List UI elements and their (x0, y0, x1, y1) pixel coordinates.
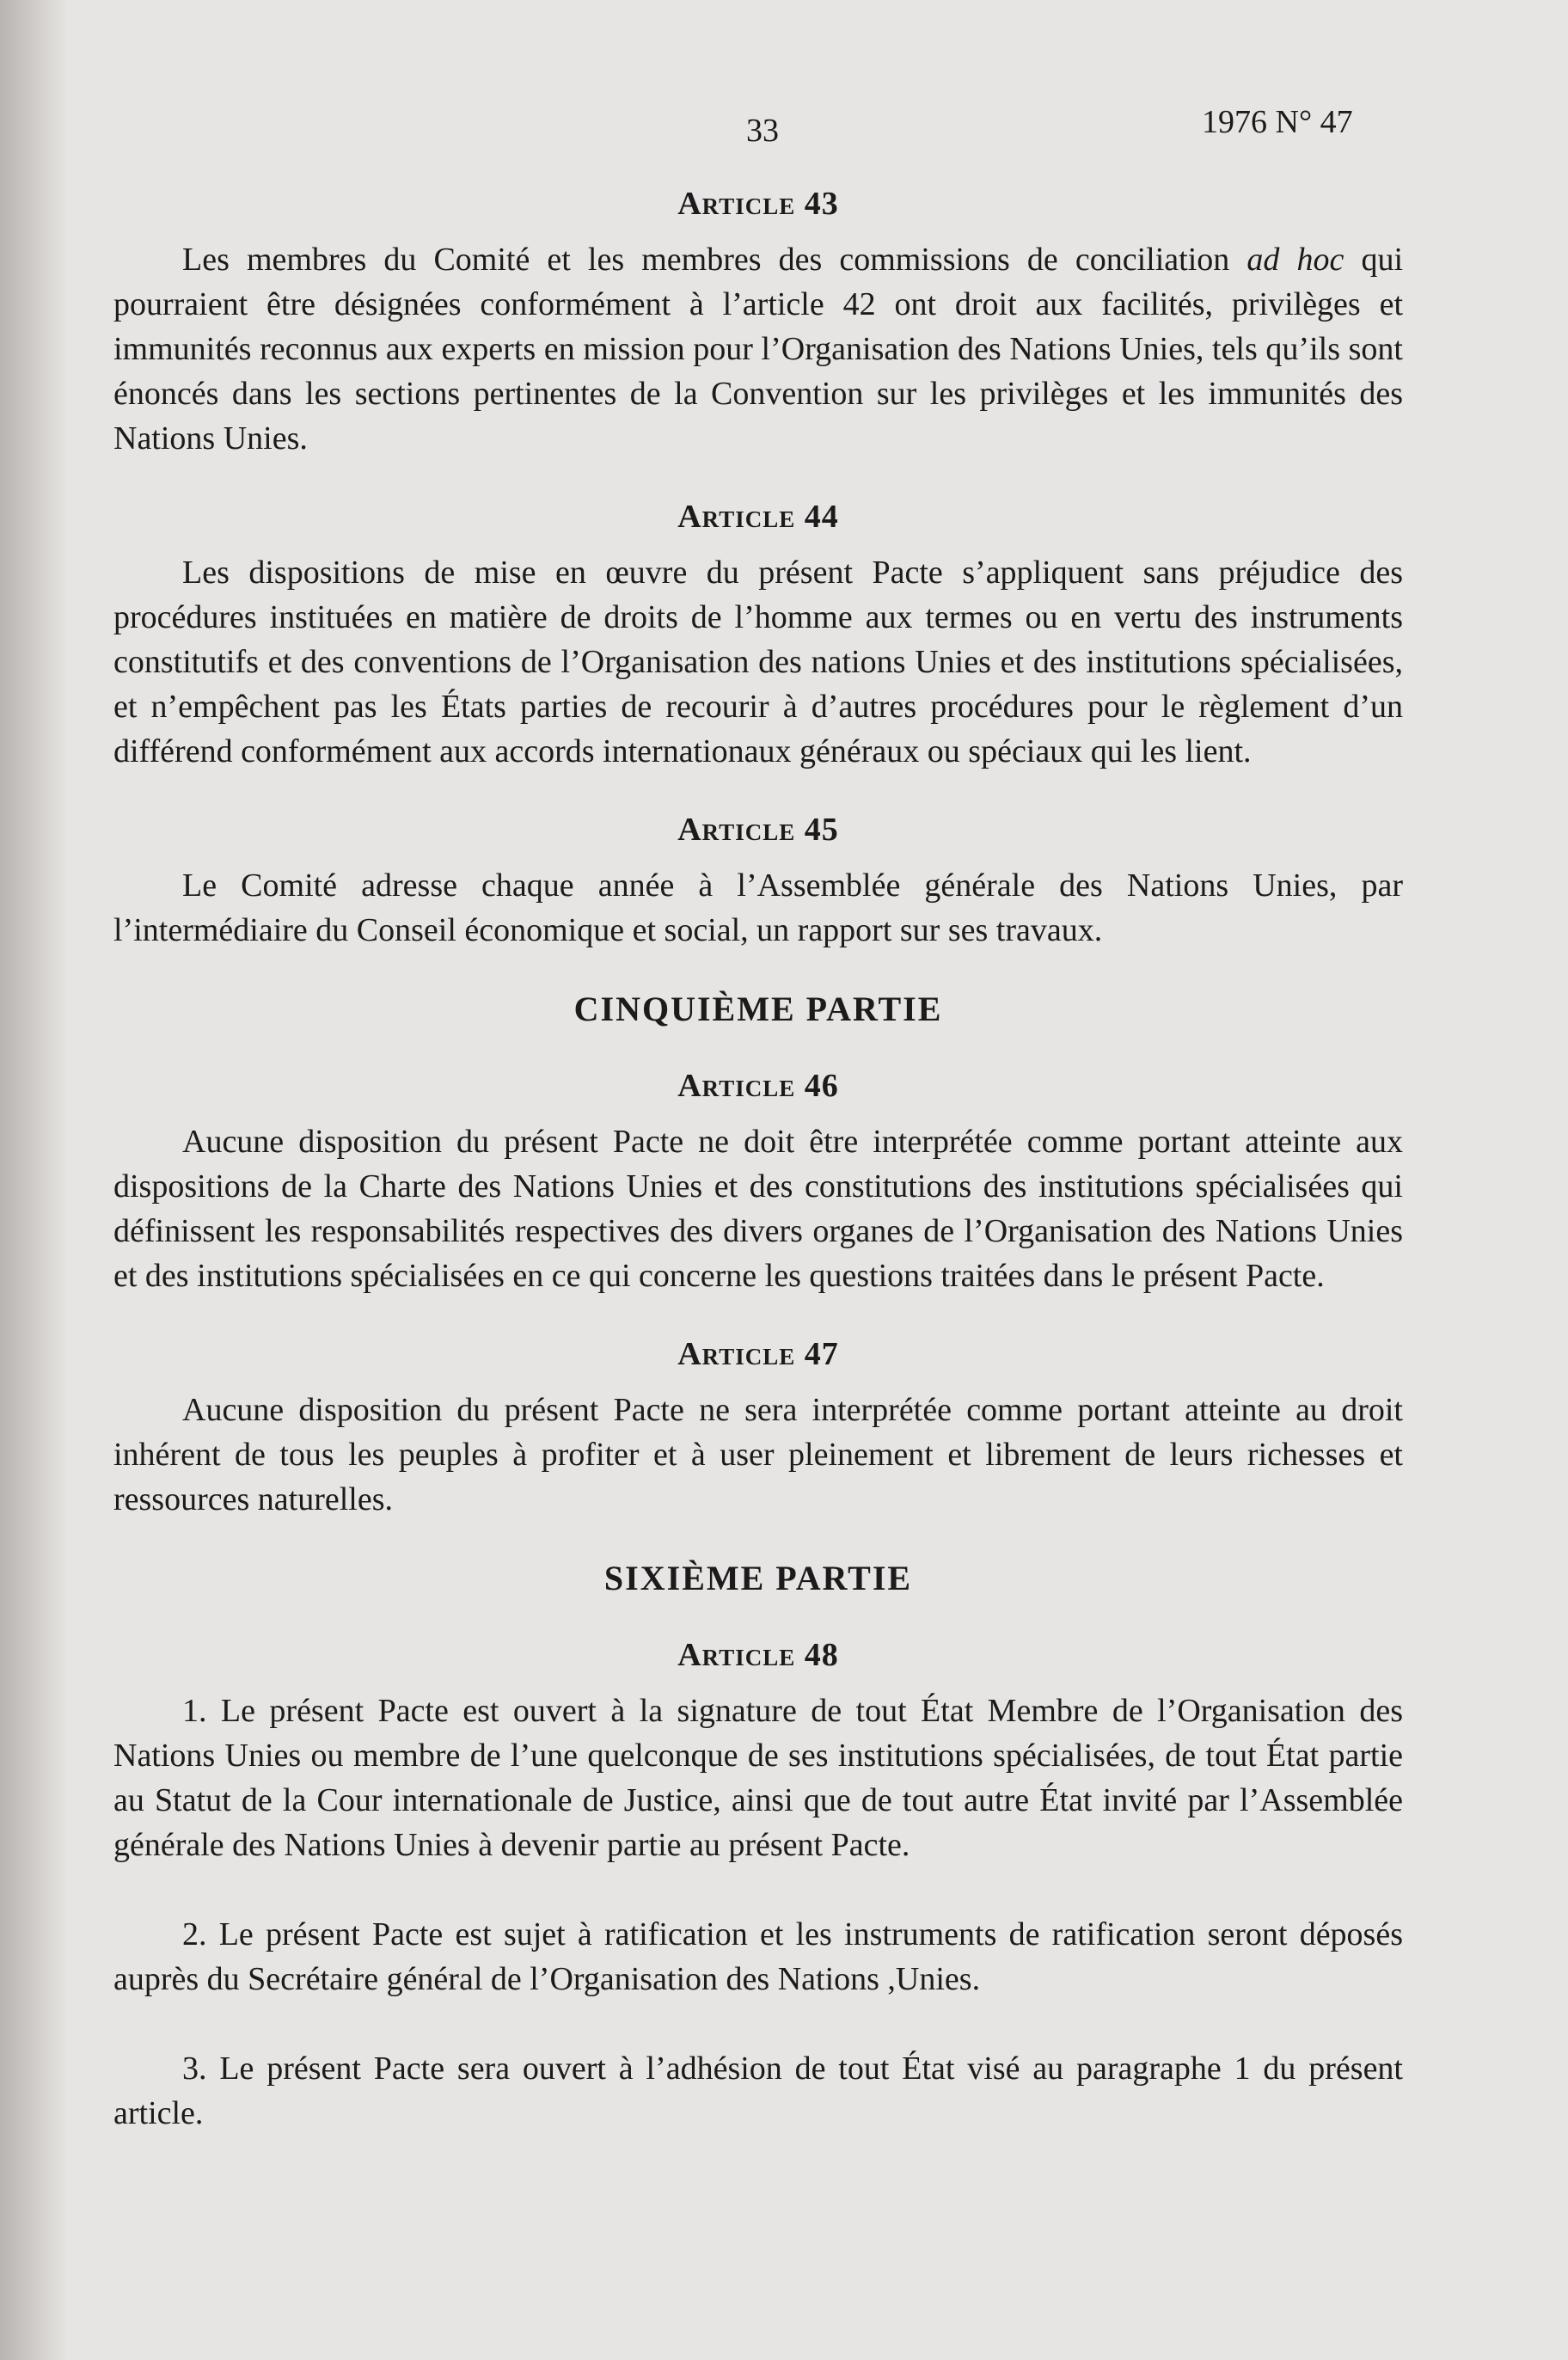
page-number: 33 (746, 113, 779, 149)
article-47-heading: Article 47 (677, 1336, 839, 1372)
article-43-text-end: qui pourraient être désignées conformément à l’article 42 ont droit aux facilités, privilèges et immunités reconnus aux experts en mission pour l’Organisation des Nations Unies, tels qu’ils sont énoncés dans les sections pertinentes de la Convention sur les privilèges et les immunités des Nations Unies. (113, 242, 1403, 457)
article-43 (113, 182, 1403, 461)
article-43-heading: Article 43 (677, 186, 839, 222)
article-48 (113, 1634, 1403, 2136)
part-five-heading: CINQUIÈME PARTIE (573, 990, 943, 1028)
article-45-heading: Article 45 (677, 812, 839, 848)
article-46 (113, 1064, 1403, 1298)
article-48-paragraph-2: 2. Le présent Pacte est sujet à ratification et les instruments de ratification seront déposés auprès du Secrétaire général de l’Organisation des Nations ,Unies. (113, 1916, 1403, 1997)
article-43-italic-term: ad hoc (1246, 242, 1344, 278)
document-reference: 1976 N° 47 (1202, 104, 1353, 140)
article-45-text: Le Comité adresse chaque année à l’Assemblée générale des Nations Unies, par l’intermédiaire du Conseil économique et social, un rapport sur ses travaux. (113, 867, 1403, 948)
article-47 (113, 1333, 1403, 1522)
article-43-text-start: Les membres du Comité et les membres des commissions de conciliation (182, 242, 1230, 278)
article-48-paragraph-3: 3. Le présent Pacte sera ouvert à l’adhésion de tout État visé au paragraphe 1 du présent article. (113, 2050, 1403, 2131)
article-46-text: Aucune disposition du présent Pacte ne doit être interprétée comme portant atteinte aux dispositions de la Charte des Nations Unies et des constitutions des institutions spécialisées qui définissent les responsabilités respectives des divers organes de l’Organisation des Nations Unies et des institutions spécialisées en ce qui concerne les questions traitées dans le présent Pacte. (113, 1124, 1403, 1294)
page-content (113, 182, 1403, 2180)
article-43-text (113, 237, 1403, 461)
article-44-text: Les dispositions de mise en œuvre du présent Pacte s’appliquent sans préjudice des procédures instituées en matière de droits de l’homme aux termes ou en vertu des instruments constitutifs et des conventions de l’Organisation des nations Unies et des institutions spécialisées, et n’empêchent pas les États parties de recourir à d’autres procédures pour le règlement d’un différend conformément aux accords internationaux généraux ou spéciaux qui les lient. (113, 555, 1403, 769)
article-48-heading: Article 48 (677, 1637, 839, 1673)
page-header (0, 103, 1568, 155)
article-44-heading: Article 44 (677, 499, 839, 535)
article-45 (113, 808, 1403, 953)
article-44 (113, 495, 1403, 774)
part-six-heading: SIXIÈME PARTIE (603, 1559, 913, 1597)
article-48-paragraph-1: 1. Le présent Pacte est ouvert à la signature de tout État Membre de l’Organisation des Nations Unies ou membre de l’une quelconque de ses institutions spécialisées, de tout État partie au Statut de la Cour internationale de Justice, ainsi que de tout autre État invité par l’Assemblée générale des Nations Unies à devenir partie au présent Pacte. (113, 1693, 1403, 1863)
book-gutter-shadow (0, 0, 69, 2360)
article-46-heading: Article 46 (677, 1068, 839, 1104)
article-47-text: Aucune disposition du présent Pacte ne sera interprétée comme portant atteinte au droit inhérent de tous les peuples à profiter et à user pleinement et librement de leurs richesses et ressources naturelles. (113, 1392, 1403, 1517)
